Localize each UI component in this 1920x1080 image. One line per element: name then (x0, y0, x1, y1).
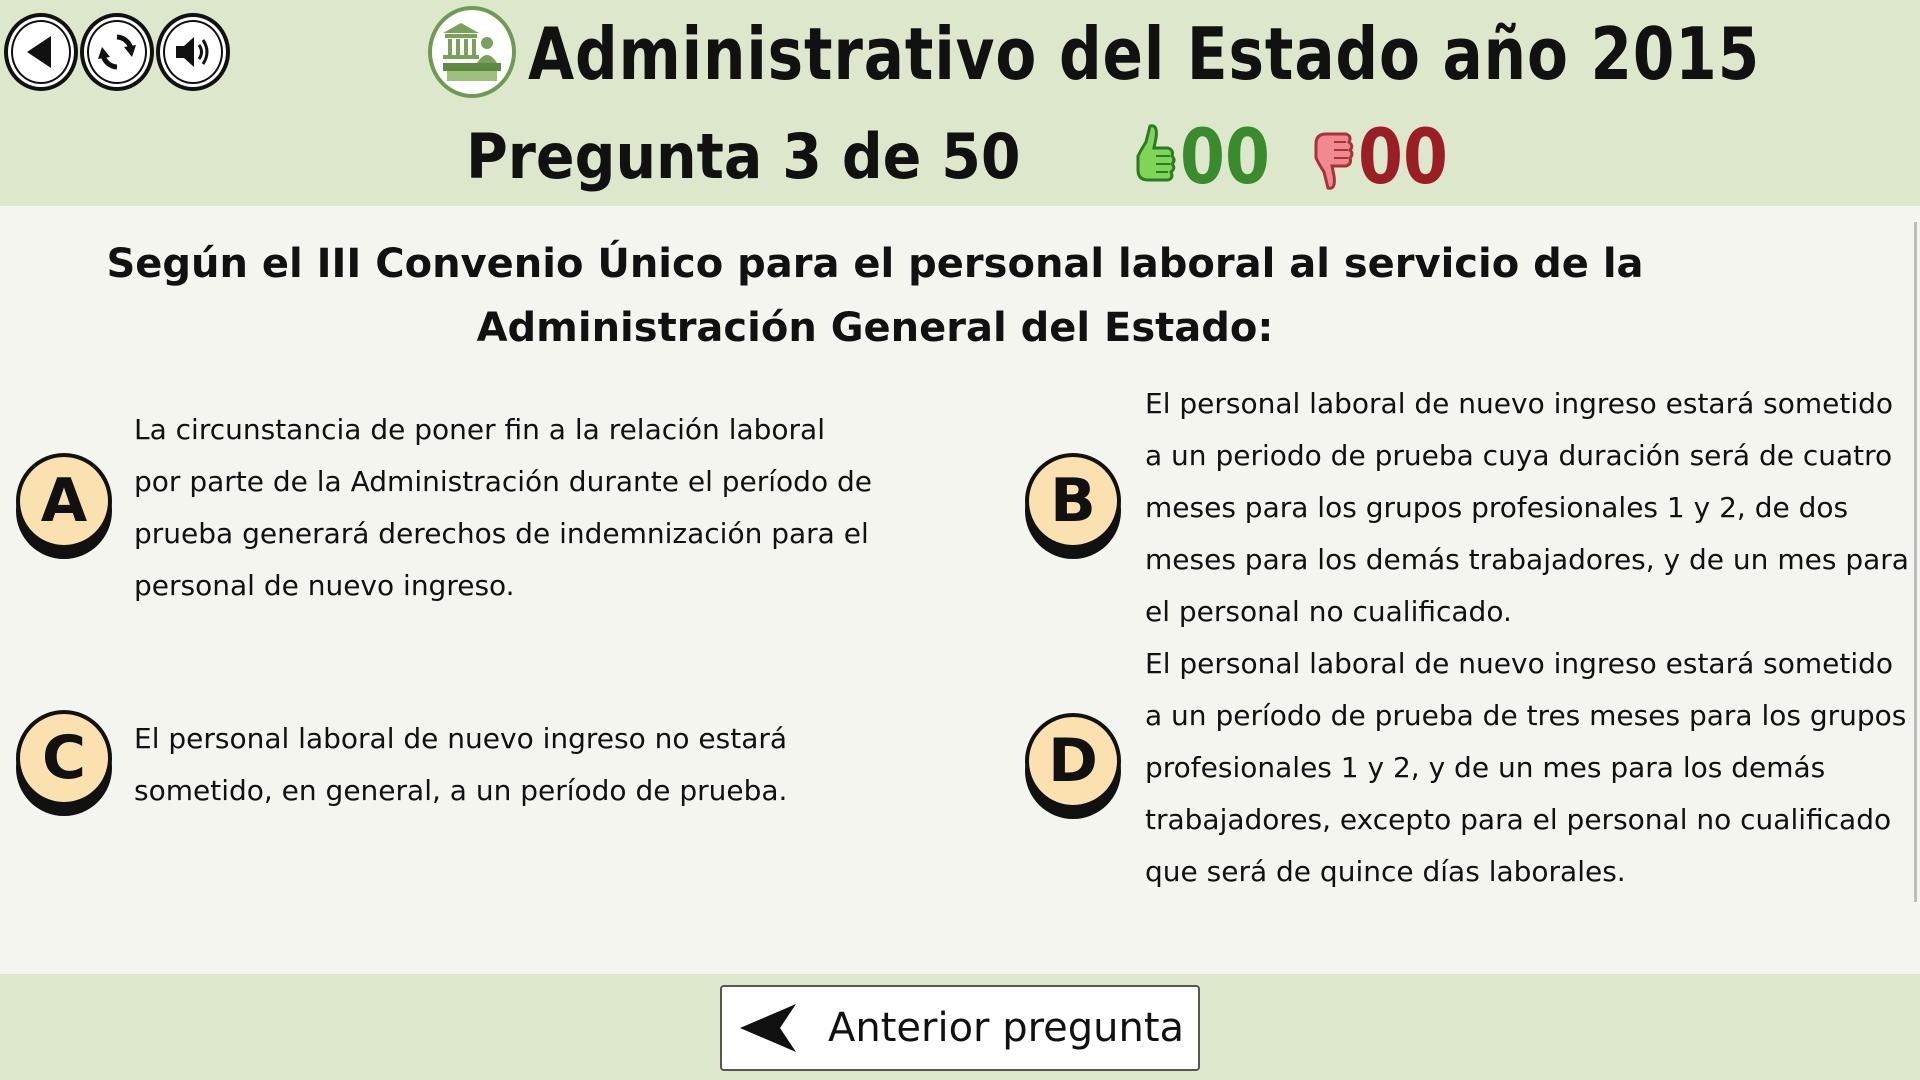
left-arrow-icon (736, 1000, 800, 1056)
wrong-count: 00 (1358, 112, 1448, 201)
previous-question-button[interactable] (720, 985, 1200, 1071)
speaker-icon (170, 29, 216, 75)
wrong-score (1310, 112, 1464, 202)
previous-question-label: Anterior pregunta (828, 1005, 1185, 1051)
administration-building-icon (437, 17, 507, 87)
answer-letter: C (16, 710, 112, 806)
content-scrollbar[interactable] (1914, 222, 1917, 902)
answer-option-b[interactable] (1023, 378, 1913, 638)
thumbs-up-icon (1132, 122, 1176, 192)
app-logo (428, 6, 516, 98)
exam-title: Administrativo del Estado año 2015 (528, 12, 1761, 96)
question-text: Según el III Convenio Único para el personal laboral al servicio de la Administración General del Estado: (106, 241, 1644, 351)
answer-letter: B (1025, 453, 1121, 549)
answer-letter-badge[interactable] (14, 453, 114, 563)
thumbs-down-icon (1310, 122, 1354, 192)
answer-text: El personal laboral de nuevo ingreso no estará sometido, en general, a un período de prueba. (134, 722, 788, 807)
correct-score (1132, 112, 1286, 202)
sound-button[interactable] (156, 13, 230, 91)
answer-text: El personal laboral de nuevo ingreso estará sometido a un período de prueba de tres meses para los grupos profesionales 1 y 2, y de un mes para los demás trabajadores, excepto para el personal no cualificado que será de quince días laborales. (1145, 647, 1907, 888)
answer-letter: A (16, 453, 112, 549)
correct-count: 00 (1180, 112, 1270, 201)
answer-letter-badge[interactable] (1023, 713, 1123, 823)
answer-option-d[interactable] (1023, 638, 1913, 898)
answer-option-c[interactable] (14, 710, 874, 820)
reload-icon (94, 29, 140, 75)
answer-text: El personal laboral de nuevo ingreso estará sometido a un periodo de prueba cuya duración será de cuatro meses para los grupos profesionales 1 y 2, de dos meses para los demás trabajadores, y de un mes para el personal no cualificado. (1145, 387, 1909, 628)
back-arrow-icon (19, 30, 63, 74)
back-button[interactable] (4, 13, 78, 91)
answer-letter-badge[interactable] (14, 710, 114, 820)
answer-letter-badge[interactable] (1023, 453, 1123, 563)
question-counter: Pregunta 3 de 50 (466, 120, 1021, 193)
answer-option-a[interactable] (14, 404, 874, 612)
answer-letter: D (1025, 713, 1121, 809)
reload-button[interactable] (80, 13, 154, 91)
answer-text: La circunstancia de poner fin a la relación laboral por parte de la Administración durante el período de prueba generará derechos de indemnización para el personal de nuevo ingreso. (134, 413, 872, 602)
